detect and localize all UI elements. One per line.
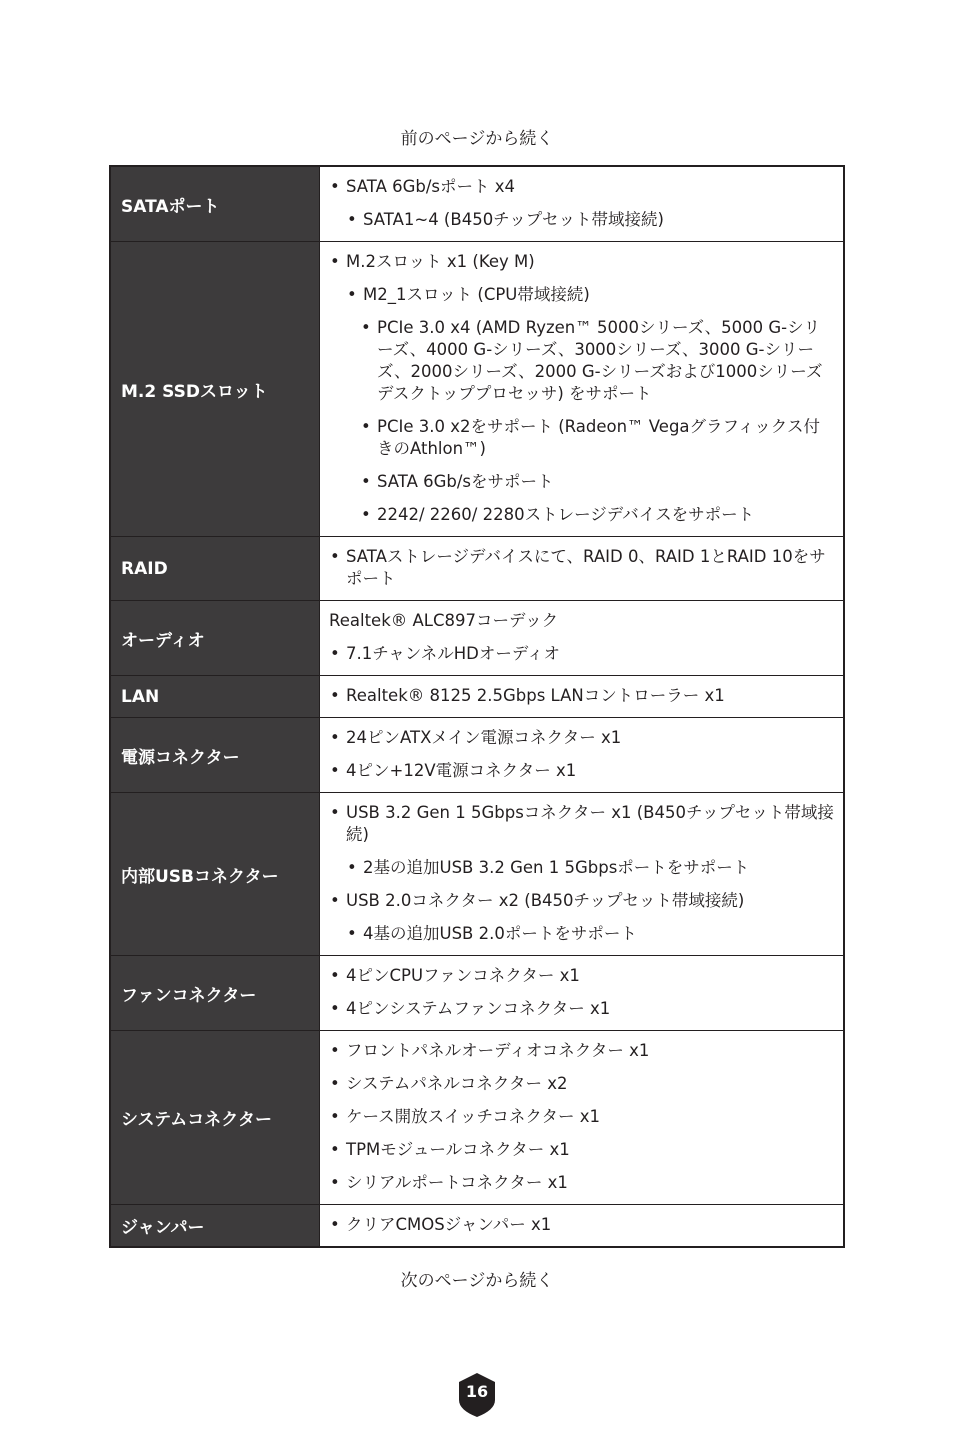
spec-row	[110, 676, 844, 718]
continued-next-note: 次のページから続く	[400, 1271, 554, 1291]
spec-item: • SATA 6Gb/sをサポート	[360, 471, 835, 493]
spec-content	[320, 718, 845, 793]
spec-content	[320, 537, 845, 601]
spec-item: • 4ピンシステムファンコネクター x1	[329, 998, 835, 1020]
spec-item: • Realtek® 8125 2.5Gbps LANコントローラー x1	[329, 685, 835, 707]
spec-label: ファンコネクター	[110, 956, 320, 1031]
spec-label: SATAポート	[110, 166, 320, 242]
spec-item: Realtek® ALC897コーデック	[329, 611, 559, 630]
spec-row	[110, 537, 844, 601]
spec-label: 電源コネクター	[110, 718, 320, 793]
spec-item: • システムパネルコネクター x2	[329, 1073, 835, 1095]
spec-row	[110, 1031, 844, 1205]
spec-content	[320, 956, 845, 1031]
spec-content	[320, 601, 845, 676]
continued-from-note: 前のページから続く	[400, 129, 554, 149]
spec-item: • USB 2.0コネクター x2 (B450チップセット帯域接続)	[329, 890, 835, 912]
spec-label: RAID	[110, 537, 320, 601]
page-number: 16	[465, 1382, 489, 1401]
spec-content	[320, 793, 845, 956]
spec-item: • フロントパネルオーディオコネクター x1	[329, 1040, 835, 1062]
spec-content	[320, 242, 845, 537]
spec-row	[110, 718, 844, 793]
spec-row	[110, 956, 844, 1031]
spec-item: • シリアルポートコネクター x1	[329, 1172, 835, 1194]
spec-content	[320, 1205, 845, 1248]
spec-item: • USB 3.2 Gen 1 5Gbpsコネクター x1 (B450チップセット帯域接続)	[329, 802, 835, 846]
spec-row	[110, 1205, 844, 1248]
spec-label: M.2 SSDスロット	[110, 242, 320, 537]
spec-item: • SATAストレージデバイスにて、RAID 0、RAID 1とRAID 10をサポート	[329, 546, 835, 590]
spec-label: LAN	[110, 676, 320, 718]
spec-item: • ケース開放スイッチコネクター x1	[329, 1106, 835, 1128]
spec-item: • 7.1チャンネルHDオーディオ	[329, 643, 835, 665]
spec-item: • クリアCMOSジャンパー x1	[329, 1214, 835, 1236]
spec-item: • PCIe 3.0 x4 (AMD Ryzen™ 5000シリーズ、5000 G-シリーズ、4000 G-シリーズ、3000シリーズ、3000 G-シリーズ、2000シリーズ、2000 G-シリーズおよび1000シリーズデスクトッププロセッサ) をサポート	[360, 317, 835, 405]
spec-item: • SATA 6Gb/sポート x4	[329, 176, 835, 198]
spec-item: • SATA1~4 (B450チップセット帯域接続)	[346, 209, 835, 231]
spec-row	[110, 601, 844, 676]
spec-label: ジャンパー	[110, 1205, 320, 1248]
spec-label: オーディオ	[110, 601, 320, 676]
spec-item: • 2242/ 2260/ 2280ストレージデバイスをサポート	[360, 504, 835, 526]
spec-item: • 24ピンATXメイン電源コネクター x1	[329, 727, 835, 749]
spec-item: • 4ピンCPUファンコネクター x1	[329, 965, 835, 987]
spec-content	[320, 1031, 845, 1205]
spec-content	[320, 166, 845, 242]
spec-row	[110, 242, 844, 537]
spec-content	[320, 676, 845, 718]
spec-table	[109, 165, 845, 1248]
spec-label: システムコネクター	[110, 1031, 320, 1205]
spec-item: • M.2スロット x1 (Key M)	[329, 251, 835, 273]
spec-row	[110, 793, 844, 956]
spec-item: • TPMモジュールコネクター x1	[329, 1139, 835, 1161]
spec-item: • 4基の追加USB 2.0ポートをサポート	[346, 923, 835, 945]
spec-label: 内部USBコネクター	[110, 793, 320, 956]
spec-table-body	[110, 166, 844, 1247]
spec-item: • PCIe 3.0 x2をサポート (Radeon™ Vegaグラフィックス付きのAthlon™)	[360, 416, 835, 460]
spec-item: • 2基の追加USB 3.2 Gen 1 5Gbpsポートをサポート	[346, 857, 835, 879]
spec-row	[110, 166, 844, 242]
spec-item: • M2_1スロット (CPU帯域接続)	[346, 284, 835, 306]
spec-item: • 4ピン+12V電源コネクター x1	[329, 760, 835, 782]
